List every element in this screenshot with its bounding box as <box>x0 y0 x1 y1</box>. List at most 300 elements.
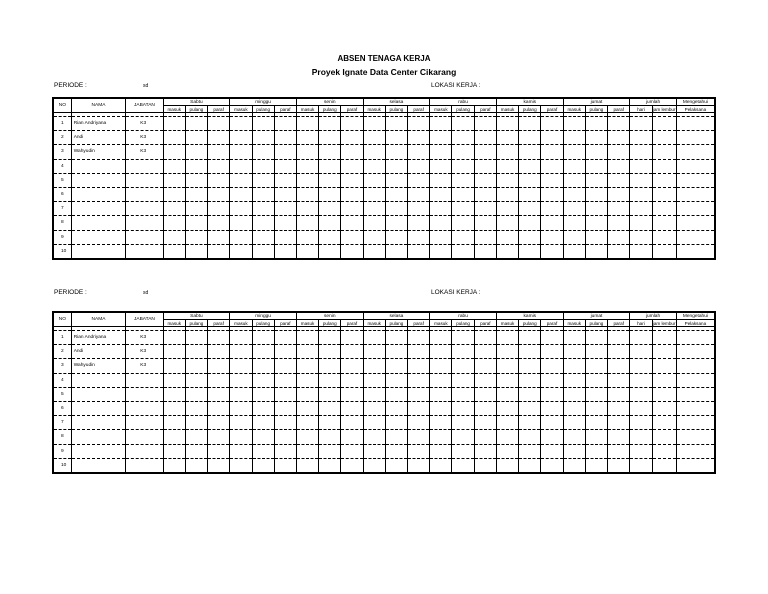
attendance-cell <box>208 173 230 187</box>
attendance-cell <box>274 131 296 145</box>
row-jabatan <box>126 416 163 430</box>
attendance-cell <box>408 230 430 244</box>
attendance-cell <box>363 131 385 145</box>
attendance-cell <box>208 345 230 359</box>
attendance-cell <box>430 331 452 345</box>
row-jabatan <box>126 430 163 444</box>
attendance-cell <box>608 345 630 359</box>
attendance-cell <box>630 401 652 415</box>
col-header-day: Sabtu <box>163 98 230 106</box>
attendance-cell <box>563 216 585 230</box>
col-header-sub: pulang <box>185 320 207 327</box>
attendance-cell <box>608 131 630 145</box>
table-row <box>53 373 715 387</box>
attendance-cell <box>541 244 563 259</box>
attendance-cell <box>274 117 296 131</box>
attendance-cell <box>541 387 563 401</box>
attendance-cell <box>608 145 630 159</box>
attendance-cell <box>208 359 230 373</box>
attendance-cell <box>563 202 585 216</box>
attendance-cell <box>363 230 385 244</box>
attendance-cell <box>185 131 207 145</box>
attendance-cell <box>185 187 207 201</box>
attendance-cell <box>585 117 607 131</box>
attendance-cell <box>563 244 585 259</box>
row-no: 9 <box>53 444 71 458</box>
attendance-cell <box>541 345 563 359</box>
attendance-cell <box>230 159 252 173</box>
lokasi-kerja-label: LOKASI KERJA : <box>431 82 481 89</box>
row-nama <box>71 444 126 458</box>
col-header-jam-lembur: jam lembur <box>652 320 676 326</box>
attendance-cell <box>408 387 430 401</box>
attendance-cell <box>519 387 541 401</box>
attendance-cell <box>652 331 676 345</box>
attendance-cell <box>408 159 430 173</box>
attendance-cell <box>296 359 318 373</box>
row-nama <box>71 216 126 230</box>
attendance-cell <box>676 444 715 458</box>
attendance-cell <box>163 131 185 145</box>
attendance-cell <box>474 159 496 173</box>
attendance-cell <box>208 444 230 458</box>
attendance-cell <box>585 216 607 230</box>
attendance-cell <box>652 244 676 259</box>
attendance-cell <box>385 187 407 201</box>
periode-label: PERIODE : <box>54 289 87 296</box>
attendance-cell <box>341 131 363 145</box>
attendance-cell <box>496 345 518 359</box>
col-header-sub: pulang <box>385 106 407 113</box>
row-nama: Wahyudin <box>71 359 126 373</box>
col-header-sub: masuk <box>496 106 518 113</box>
attendance-cell <box>408 401 430 415</box>
attendance-cell <box>230 401 252 415</box>
attendance-cell <box>363 458 385 473</box>
attendance-cell <box>319 117 341 131</box>
periode-sd-label: sd <box>143 290 149 296</box>
row-no: 8 <box>53 216 71 230</box>
attendance-cell <box>252 187 274 201</box>
col-header-day: rabu <box>430 98 497 106</box>
attendance-cell <box>252 345 274 359</box>
attendance-cell <box>230 331 252 345</box>
col-header-sub: masuk <box>496 320 518 327</box>
attendance-cell <box>474 331 496 345</box>
periode-label: PERIODE : <box>54 82 87 89</box>
attendance-cell <box>563 159 585 173</box>
row-nama <box>71 458 126 473</box>
col-header-sub: paraf <box>341 106 363 113</box>
row-nama <box>71 373 126 387</box>
attendance-cell <box>519 345 541 359</box>
attendance-cell <box>296 373 318 387</box>
row-nama: Rian Andriyana <box>71 331 126 345</box>
attendance-cell <box>296 173 318 187</box>
attendance-cell <box>363 159 385 173</box>
attendance-cell <box>608 401 630 415</box>
attendance-cell <box>363 387 385 401</box>
attendance-cell <box>185 159 207 173</box>
col-header-pelaksana: Pelaksana <box>676 320 715 327</box>
attendance-cell <box>163 145 185 159</box>
attendance-cell <box>319 359 341 373</box>
attendance-cell <box>319 145 341 159</box>
row-no: 5 <box>53 173 71 187</box>
attendance-cell <box>496 401 518 415</box>
attendance-cell <box>252 173 274 187</box>
attendance-cell <box>408 216 430 230</box>
attendance-cell <box>163 359 185 373</box>
attendance-cell <box>430 345 452 359</box>
col-header-jabatan: JABATAN <box>126 312 163 327</box>
row-no: 2 <box>53 131 71 145</box>
col-header-day: senin <box>296 312 363 320</box>
attendance-cell <box>541 216 563 230</box>
attendance-cell <box>630 117 652 131</box>
attendance-cell <box>363 117 385 131</box>
attendance-cell <box>274 216 296 230</box>
attendance-cell <box>430 458 452 473</box>
attendance-cell <box>385 145 407 159</box>
attendance-cell <box>496 373 518 387</box>
attendance-cell <box>185 387 207 401</box>
attendance-cell <box>585 173 607 187</box>
attendance-cell <box>519 173 541 187</box>
attendance-cell <box>452 444 474 458</box>
col-header-nama: NAMA <box>71 312 126 327</box>
attendance-cell <box>608 187 630 201</box>
attendance-cell <box>676 187 715 201</box>
attendance-cell <box>274 416 296 430</box>
attendance-cell <box>296 416 318 430</box>
row-no: 6 <box>53 187 71 201</box>
attendance-cell <box>452 373 474 387</box>
document-subtitle: Proyek Ignate Data Center Cikarang <box>311 67 457 77</box>
attendance-cell <box>385 444 407 458</box>
attendance-cell <box>274 401 296 415</box>
attendance-cell <box>319 187 341 201</box>
header-row-days <box>53 98 715 106</box>
attendance-cell <box>230 373 252 387</box>
attendance-cell <box>296 187 318 201</box>
attendance-cell <box>563 331 585 345</box>
attendance-cell <box>252 387 274 401</box>
row-jabatan <box>126 187 163 201</box>
attendance-cell <box>585 131 607 145</box>
col-header-sub: pulang <box>185 106 207 113</box>
row-jabatan <box>126 387 163 401</box>
attendance-cell <box>652 131 676 145</box>
attendance-cell <box>652 401 676 415</box>
attendance-cell <box>208 159 230 173</box>
row-nama <box>71 430 126 444</box>
col-header-sub: pulang <box>452 106 474 113</box>
attendance-cell <box>430 359 452 373</box>
col-header-sub: pulang <box>319 320 341 327</box>
col-header-sub: masuk <box>230 320 252 327</box>
attendance-cell <box>585 430 607 444</box>
attendance-cell <box>563 401 585 415</box>
attendance-cell <box>585 159 607 173</box>
attendance-cell <box>652 359 676 373</box>
attendance-cell <box>363 345 385 359</box>
attendance-cell <box>608 458 630 473</box>
attendance-cell <box>630 416 652 430</box>
attendance-cell <box>296 401 318 415</box>
col-header-sub: paraf <box>274 320 296 327</box>
attendance-cell <box>676 373 715 387</box>
col-header-sub: pulang <box>319 106 341 113</box>
row-jabatan <box>126 216 163 230</box>
attendance-cell <box>230 131 252 145</box>
attendance-cell <box>519 159 541 173</box>
attendance-cell <box>474 230 496 244</box>
attendance-cell <box>652 202 676 216</box>
attendance-cell <box>319 401 341 415</box>
attendance-cell <box>630 173 652 187</box>
attendance-cell <box>274 244 296 259</box>
attendance-cell <box>496 359 518 373</box>
col-header-sub: masuk <box>363 106 385 113</box>
row-jabatan <box>126 444 163 458</box>
attendance-cell <box>608 416 630 430</box>
attendance-cell <box>319 131 341 145</box>
row-no: 3 <box>53 359 71 373</box>
attendance-cell <box>474 173 496 187</box>
attendance-cell <box>363 187 385 201</box>
attendance-cell <box>630 331 652 345</box>
attendance-cell <box>385 401 407 415</box>
attendance-cell <box>474 117 496 131</box>
attendance-cell <box>185 373 207 387</box>
table-row <box>53 244 715 259</box>
attendance-cell <box>208 145 230 159</box>
attendance-cell <box>585 244 607 259</box>
attendance-cell <box>630 430 652 444</box>
attendance-cell <box>252 230 274 244</box>
attendance-cell <box>452 244 474 259</box>
attendance-cell <box>630 202 652 216</box>
attendance-cell <box>541 117 563 131</box>
col-header-jabatan: JABATAN <box>126 98 163 113</box>
attendance-cell <box>163 387 185 401</box>
row-no: 7 <box>53 416 71 430</box>
attendance-cell <box>341 387 363 401</box>
attendance-cell <box>274 230 296 244</box>
row-jabatan <box>126 401 163 415</box>
attendance-cell <box>208 430 230 444</box>
attendance-cell <box>563 145 585 159</box>
col-header-sub: pulang <box>519 106 541 113</box>
attendance-cell <box>319 373 341 387</box>
row-nama: Wahyudin <box>71 145 126 159</box>
row-jabatan <box>126 173 163 187</box>
row-no: 9 <box>53 230 71 244</box>
attendance-cell <box>652 458 676 473</box>
row-nama <box>71 202 126 216</box>
attendance-cell <box>341 230 363 244</box>
attendance-cell <box>541 373 563 387</box>
attendance-cell <box>676 202 715 216</box>
row-nama <box>71 416 126 430</box>
attendance-cell <box>608 216 630 230</box>
attendance-cell <box>408 173 430 187</box>
row-no: 4 <box>53 373 71 387</box>
attendance-cell <box>676 401 715 415</box>
attendance-cell <box>163 373 185 387</box>
attendance-cell <box>296 230 318 244</box>
attendance-cell <box>385 202 407 216</box>
col-header-day: jumat <box>563 98 630 106</box>
attendance-cell <box>541 145 563 159</box>
attendance-cell <box>230 230 252 244</box>
attendance-cell <box>208 117 230 131</box>
attendance-cell <box>363 401 385 415</box>
attendance-cell <box>319 430 341 444</box>
attendance-cell <box>296 202 318 216</box>
row-no: 6 <box>53 401 71 415</box>
attendance-cell <box>319 416 341 430</box>
attendance-cell <box>496 216 518 230</box>
col-header-sub: paraf <box>608 106 630 113</box>
row-jabatan: K3 <box>126 117 163 131</box>
attendance-cell <box>408 458 430 473</box>
attendance-cell <box>474 387 496 401</box>
attendance-cell <box>541 331 563 345</box>
attendance-cell <box>541 173 563 187</box>
attendance-cell <box>519 331 541 345</box>
attendance-cell <box>452 117 474 131</box>
col-header-day: kamis <box>496 312 563 320</box>
document-title: ABSEN TENAGA KERJA <box>337 54 431 63</box>
attendance-cell <box>274 359 296 373</box>
col-header-sub: pulang <box>585 106 607 113</box>
attendance-cell <box>385 387 407 401</box>
attendance-cell <box>208 458 230 473</box>
attendance-cell <box>163 416 185 430</box>
attendance-cell <box>519 230 541 244</box>
col-header-day: selasa <box>363 312 430 320</box>
attendance-cell <box>630 359 652 373</box>
attendance-cell <box>252 416 274 430</box>
row-jabatan: K3 <box>126 145 163 159</box>
attendance-cell <box>474 244 496 259</box>
attendance-cell <box>408 345 430 359</box>
col-header-sub: paraf <box>608 320 630 327</box>
table-row <box>53 359 715 373</box>
attendance-cell <box>363 359 385 373</box>
attendance-cell <box>230 416 252 430</box>
attendance-cell <box>230 359 252 373</box>
attendance-cell <box>563 458 585 473</box>
attendance-cell <box>608 159 630 173</box>
attendance-cell <box>408 359 430 373</box>
row-nama <box>71 244 126 259</box>
attendance-cell <box>296 331 318 345</box>
attendance-cell <box>341 202 363 216</box>
attendance-cell <box>630 216 652 230</box>
attendance-cell <box>363 244 385 259</box>
attendance-cell <box>385 159 407 173</box>
attendance-cell <box>341 345 363 359</box>
attendance-cell <box>296 131 318 145</box>
attendance-cell <box>341 458 363 473</box>
col-header-day: selasa <box>363 98 430 106</box>
attendance-cell <box>652 230 676 244</box>
row-no: 5 <box>53 387 71 401</box>
row-no: 8 <box>53 430 71 444</box>
attendance-cell <box>408 117 430 131</box>
col-header-pelaksana: Pelaksana <box>676 106 715 113</box>
attendance-cell <box>274 387 296 401</box>
attendance-cell <box>341 430 363 444</box>
attendance-cell <box>608 373 630 387</box>
attendance-cell <box>652 145 676 159</box>
row-jabatan: K3 <box>126 131 163 145</box>
attendance-cell <box>163 173 185 187</box>
col-header-sub: masuk <box>563 106 585 113</box>
table-row <box>53 159 715 173</box>
col-header-no: NO <box>53 98 71 113</box>
attendance-cell <box>608 202 630 216</box>
attendance-cell <box>185 401 207 415</box>
attendance-cell <box>676 145 715 159</box>
table-row <box>53 230 715 244</box>
attendance-cell <box>519 416 541 430</box>
row-jabatan <box>126 230 163 244</box>
attendance-cell <box>585 373 607 387</box>
attendance-cell <box>541 458 563 473</box>
attendance-cell <box>163 117 185 131</box>
attendance-cell <box>676 458 715 473</box>
attendance-cell <box>385 373 407 387</box>
attendance-cell <box>274 458 296 473</box>
attendance-cell <box>319 331 341 345</box>
row-nama <box>71 401 126 415</box>
attendance-cell <box>430 131 452 145</box>
attendance-cell <box>630 387 652 401</box>
attendance-cell <box>341 117 363 131</box>
attendance-cell <box>585 145 607 159</box>
attendance-cell <box>630 145 652 159</box>
attendance-cell <box>585 202 607 216</box>
attendance-cell <box>163 230 185 244</box>
attendance-cell <box>452 187 474 201</box>
attendance-cell <box>274 159 296 173</box>
attendance-cell <box>319 244 341 259</box>
attendance-cell <box>585 444 607 458</box>
col-header-sub: paraf <box>208 106 230 113</box>
attendance-cell <box>430 230 452 244</box>
attendance-cell <box>385 458 407 473</box>
attendance-cell <box>185 331 207 345</box>
attendance-cell <box>630 131 652 145</box>
attendance-cell <box>430 216 452 230</box>
row-jabatan <box>126 159 163 173</box>
col-header-jumlah: jumlah <box>630 98 676 106</box>
attendance-cell <box>474 401 496 415</box>
attendance-cell <box>496 444 518 458</box>
attendance-cell <box>185 416 207 430</box>
col-header-hari: hari <box>630 106 652 113</box>
attendance-cell <box>563 173 585 187</box>
row-no: 4 <box>53 159 71 173</box>
attendance-cell <box>341 173 363 187</box>
attendance-cell <box>385 216 407 230</box>
attendance-cell <box>385 345 407 359</box>
attendance-cell <box>408 187 430 201</box>
